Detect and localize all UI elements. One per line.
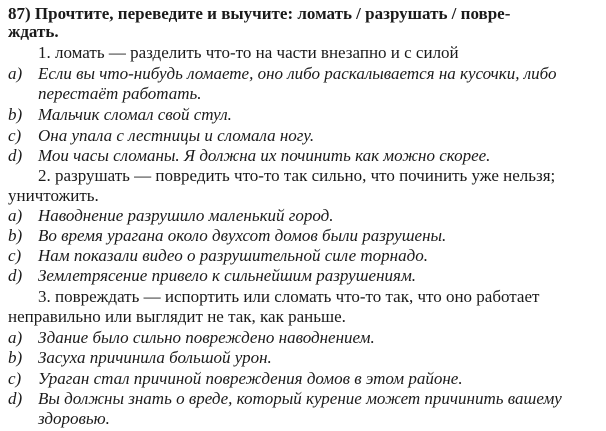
definition-damage	[38, 287, 539, 307]
example-text: Если вы что-нибудь ломаете, оно либо раскалывается на кусочки, либо	[38, 64, 557, 83]
example-text: Здание было сильно повреждено наводнением.	[38, 328, 375, 347]
example-text: Она упала с лестницы и сломала ногу.	[38, 126, 315, 145]
definition-number: 2.	[38, 166, 51, 185]
exercise-number: 87)	[8, 4, 31, 23]
example-text: Землетрясение привело к сильнейшим разрушениям.	[38, 266, 417, 285]
example-text: Наводнение разрушило маленький город.	[38, 206, 334, 225]
example-label: a)	[8, 328, 23, 347]
definition-number: 3.	[38, 287, 51, 306]
example-text-continuation: здоровью.	[38, 409, 110, 428]
exercise-title-line1	[8, 4, 510, 24]
example-label: c)	[8, 126, 22, 145]
definition-destroy	[38, 166, 555, 186]
example-label: b)	[8, 105, 23, 124]
example-label: a)	[8, 64, 23, 83]
example-text: Вы должны знать о вреде, который курение может причинить вашему	[38, 389, 562, 408]
example-text-continuation: перестаёт работать.	[38, 84, 202, 103]
definition-number: 1.	[38, 43, 51, 62]
example-label: d)	[8, 266, 23, 285]
definition-text: повреждать — испортить или сломать что-то так, что оно работает	[55, 287, 540, 306]
example-label: d)	[8, 146, 23, 165]
example-text: Мальчик сломал свой стул.	[38, 105, 232, 124]
example-label: d)	[8, 389, 23, 408]
definition-break	[38, 43, 459, 63]
example-label: b)	[8, 226, 23, 245]
example-label: c)	[8, 246, 22, 265]
example-text: Ураган стал причиной повреждения домов в этом районе.	[38, 369, 463, 388]
example-text: Нам показали видео о разрушительной силе торнадо.	[38, 246, 428, 265]
example-label: a)	[8, 206, 23, 225]
exercise-title-line2: ждать.	[8, 22, 59, 41]
example-label: c)	[8, 369, 22, 388]
example-text: Засуха причинила большой урон.	[38, 348, 272, 367]
definition-text-continuation: уничтожить.	[8, 186, 99, 205]
example-text: Мои часы сломаны. Я должна их починить как можно скорее.	[38, 146, 491, 165]
exercise-title: Прочтите, переведите и выучите: ломать / разрушать / повре-	[34, 4, 511, 23]
example-text: Во время урагана около двухсот домов были разрушены.	[38, 226, 447, 245]
definition-text: разрушать — повредить что-то так сильно, что починить уже нельзя;	[55, 166, 556, 185]
definition-text-continuation: неправильно или выглядит не так, как раньше.	[8, 307, 346, 326]
definition-text: ломать — разделить что-то на части внезапно и с силой	[55, 43, 459, 62]
example-label: b)	[8, 348, 23, 367]
